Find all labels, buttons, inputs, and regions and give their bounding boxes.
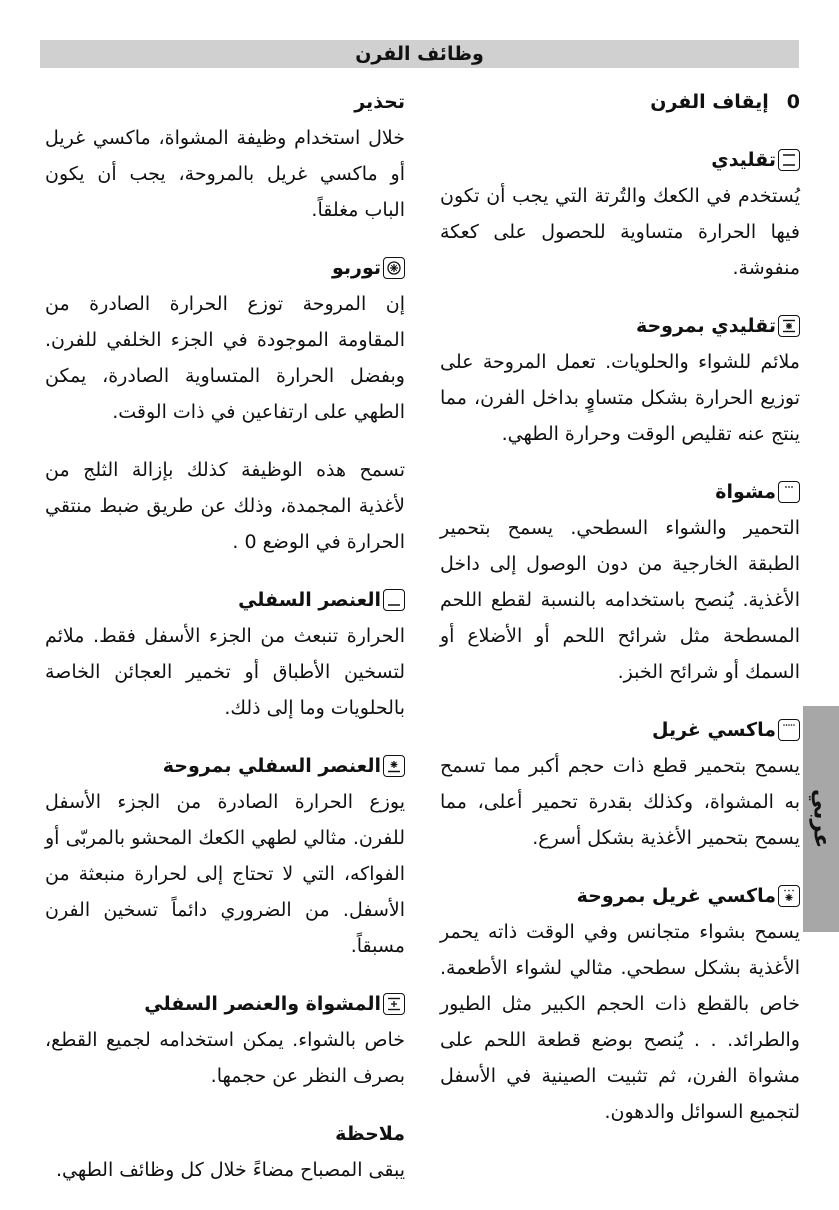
- function-number: 0: [786, 91, 800, 113]
- section-text: تسمح هذه الوظيفة كذلك بإزالة الثلج من لأغذية المجمدة، وذلك عن طريق ضبط منتقي الحرارة في الوضع 0 .: [45, 459, 405, 553]
- section-note: [45, 1116, 405, 1188]
- bottom-element-icon: [383, 589, 405, 611]
- section-heading: [45, 250, 405, 286]
- turbo-fan-icon: [383, 257, 405, 279]
- section-grill: [440, 474, 800, 690]
- section-off: [440, 84, 800, 120]
- section-warning: [45, 84, 405, 228]
- section-title: تقليدي: [711, 149, 776, 171]
- section-text: الحرارة تنبعث من الجزء الأسفل فقط. ملائم لتسخين الأطباق أو تخمير العجائن الخاصة بالحلويات وما إلى ذلك.: [45, 625, 405, 719]
- section-heading: [440, 308, 800, 344]
- section-text: إن المروحة توزع الحرارة الصادرة من المقاومة الموجودة في الجزء الخلفي للفرن. وبفضل الحرارة المتساوية الصادرة، يمكن الطهي على ارتفاعين في ذات الوقت.: [45, 293, 405, 423]
- grill-icon: [778, 481, 800, 503]
- language-tab: [803, 706, 839, 932]
- section-maxi-grill-fan: [440, 878, 800, 1130]
- section-maxi-grill: [440, 712, 800, 856]
- section-text: ملائم للشواء والحلويات. تعمل المروحة على توزيع الحرارة بشكل متساوٍ بداخل الفرن، مما ينتج عنه تقليص الوقت وحرارة الطهي.: [440, 351, 800, 445]
- section-title: تقليدي بمروحة: [635, 315, 776, 337]
- conventional-icon: [778, 149, 800, 171]
- section-title: المشواة والعنصر السفلي: [144, 993, 381, 1015]
- section-conventional-fan: [440, 308, 800, 452]
- section-defrost-note: [45, 452, 405, 560]
- page-title-bar: [40, 40, 799, 68]
- bottom-fan-icon: [383, 755, 405, 777]
- section-text: يُستخدم في الكعك والتُرتة التي يجب أن تكون فيها الحرارة متساوية للحصول على كعكة منفوشة.: [440, 185, 800, 279]
- section-heading: [440, 142, 800, 178]
- section-text: يسمح بشواء متجانس وفي الوقت ذاته يحمر الأغذية بشكل سطحي. مثالي لشواء الأطعمة. خاص بالقطع ذات الحجم الكبير مثل الطيور والطرائد. . . يُنصح بوضع قطعة اللحم على مشواة الفرن، ثم تثبيت الصينية في الأسفل لتجميع السوائل والدهون.: [440, 921, 800, 1123]
- section-title: العنصر السفلي بمروحة: [162, 755, 381, 777]
- maxi-grill-fan-icon: [778, 885, 800, 907]
- section-heading: [45, 986, 405, 1022]
- section-conventional: [440, 142, 800, 286]
- section-title: تحذير: [354, 91, 405, 113]
- section-heading: [45, 1116, 405, 1152]
- section-title: توربو: [331, 257, 381, 279]
- section-heading: [440, 474, 800, 510]
- section-heading: [45, 748, 405, 784]
- section-bottom-element: [45, 582, 405, 726]
- page-title: وظائف الفرن: [355, 43, 484, 65]
- section-heading: [440, 712, 800, 748]
- conventional-fan-icon: [778, 315, 800, 337]
- section-bottom-fan: [45, 748, 405, 964]
- section-heading: [440, 84, 800, 120]
- left-column: [45, 84, 405, 1210]
- section-turbo: [45, 250, 405, 430]
- section-heading: [45, 582, 405, 618]
- right-column: [440, 84, 800, 1152]
- section-text: التحمير والشواء السطحي. يسمح بتحمير الطبقة الخارجية من دون الوصول إلى داخل الأغذية. يُنصح باستخدامه بالنسبة لقطع اللحم المسطحة مثل شرائح اللحم أو الأضلاع أو السمك أو شرائح الخبز.: [440, 517, 800, 683]
- section-text: يوزع الحرارة الصادرة من الجزء الأسفل للفرن. مثالي لطهي الكعك المحشو بالمربّى أو الفواكه، التي لا تحتاج إلى لحرارة منبعثة من الأسفل. من الضروري دائماً تسخين الفرن مسبقاً.: [45, 791, 405, 957]
- section-text: خاص بالشواء. يمكن استخدامه لجميع القطع، بصرف النظر عن حجمها.: [45, 1029, 405, 1087]
- section-text: يبقى المصباح مضاءً خلال كل وظائف الطهي.: [55, 1159, 405, 1181]
- section-title: مشواة: [715, 481, 776, 503]
- section-text: خلال استخدام وظيفة المشواة، ماكسي غريل أو ماكسي غريل بالمروحة، يجب أن يكون الباب مغلقاً.: [45, 127, 405, 221]
- section-heading: [45, 84, 405, 120]
- section-title: ماكسي غريل: [651, 719, 776, 741]
- maxi-grill-icon: [778, 719, 800, 741]
- section-title: ماكسي غريل بمروحة: [576, 885, 776, 907]
- section-title: إيقاف الفرن: [650, 91, 769, 113]
- section-grill-bottom: [45, 986, 405, 1094]
- section-heading: [440, 878, 800, 914]
- grill-bottom-icon: [383, 993, 405, 1015]
- section-title: ملاحظة: [335, 1123, 405, 1145]
- language-tab-label: عربي: [808, 789, 834, 849]
- section-title: العنصر السفلي: [238, 589, 381, 611]
- section-text: يسمح بتحمير قطع ذات حجم أكبر مما تسمح به المشواة، وكذلك بقدرة تحمير أعلى، مما يسمح بتحمير الأغذية بشكل أسرع.: [440, 755, 800, 849]
